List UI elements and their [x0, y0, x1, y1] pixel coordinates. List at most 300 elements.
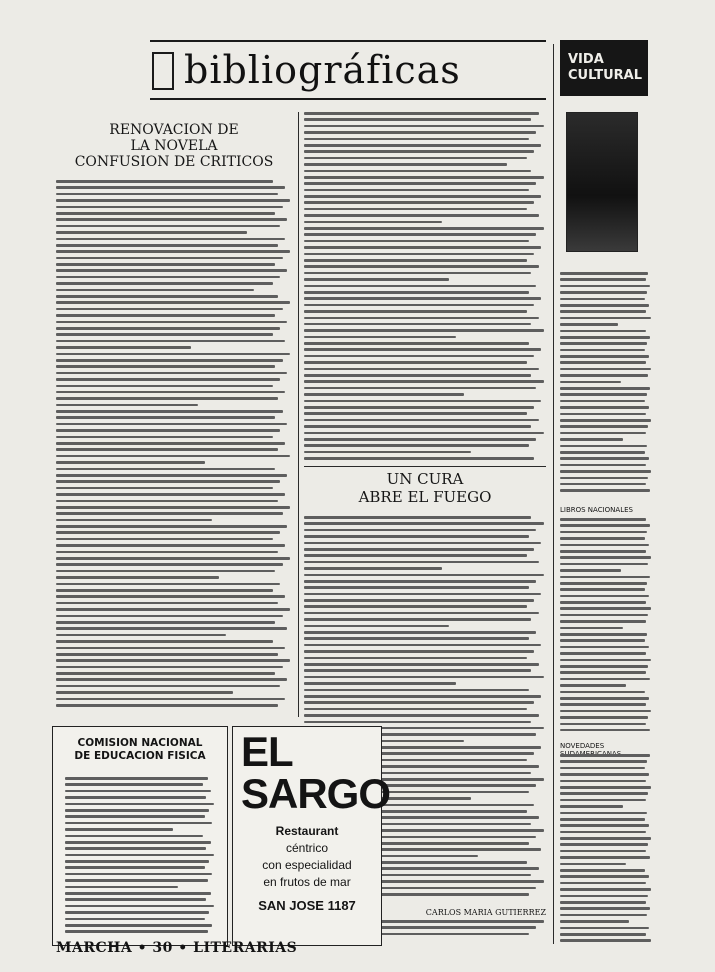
- text-line: [560, 569, 621, 572]
- text-line: [560, 914, 647, 917]
- text-line: [560, 703, 646, 706]
- text-line: [304, 208, 527, 211]
- text-line: [56, 685, 280, 688]
- text-line: [56, 372, 287, 375]
- text-line: [560, 317, 651, 320]
- text-line: [304, 125, 544, 128]
- side-column-lines: [560, 272, 652, 496]
- text-line: [304, 689, 529, 692]
- text-line: [560, 381, 621, 384]
- text-line: [560, 786, 651, 789]
- text-line: [65, 796, 206, 799]
- text-line: [560, 393, 647, 396]
- text-line: [304, 214, 539, 217]
- section-divider: [304, 466, 546, 467]
- text-line: [65, 803, 214, 806]
- text-line: [560, 812, 647, 815]
- text-line: [56, 468, 275, 471]
- text-line: [65, 924, 212, 927]
- text-line: [560, 406, 649, 409]
- text-line: [56, 212, 275, 215]
- side-column-text: [560, 754, 652, 950]
- ad-line-centrico: céntrico: [285, 841, 329, 855]
- text-line: [56, 269, 287, 272]
- text-line: [560, 659, 651, 662]
- text-line: [560, 413, 646, 416]
- text-line: [560, 336, 650, 339]
- text-line: [304, 221, 442, 224]
- text-line: [560, 361, 646, 364]
- article-renovacion-continued: [304, 112, 546, 467]
- text-line: [56, 308, 283, 311]
- text-line: [304, 265, 539, 268]
- text-line: [304, 708, 527, 711]
- text-line: [56, 595, 285, 598]
- text-line: [560, 595, 649, 598]
- text-line: [56, 193, 278, 196]
- text-line: [56, 448, 278, 451]
- text-line: [56, 583, 280, 586]
- text-line: [304, 374, 531, 377]
- text-line: [560, 729, 650, 732]
- heading-line-3: CONFUSION DE CRITICOS: [74, 154, 274, 170]
- text-line: [56, 186, 285, 189]
- text-line: [304, 612, 539, 615]
- text-line: [56, 199, 290, 202]
- text-line: [56, 621, 275, 624]
- text-line: [560, 524, 650, 527]
- text-line: [65, 777, 208, 780]
- text-line: [56, 666, 283, 669]
- text-line: [560, 614, 648, 617]
- text-line: [65, 809, 209, 812]
- text-line: [304, 618, 531, 621]
- text-line: [304, 176, 544, 179]
- text-line: [56, 333, 273, 336]
- text-line: [304, 150, 534, 153]
- text-line: [560, 691, 645, 694]
- text-line: [560, 933, 646, 936]
- text-line: [560, 627, 623, 630]
- text-line: [560, 716, 648, 719]
- text-line: [560, 368, 651, 371]
- text-line: [304, 259, 527, 262]
- text-line: [304, 554, 527, 557]
- page-footer: MARCHA • 30 • LITERARIAS: [56, 940, 298, 956]
- text-line: [56, 647, 285, 650]
- ad-title-line-1: COMISION NACIONAL: [77, 737, 203, 749]
- text-line: [560, 272, 648, 275]
- text-line: [560, 291, 647, 294]
- text-line: [560, 374, 648, 377]
- ad-brand-line-1: EL: [241, 728, 293, 775]
- text-line: [304, 593, 541, 596]
- text-line: [56, 551, 278, 554]
- text-line: [304, 599, 534, 602]
- text-line: [304, 644, 541, 647]
- text-line: [304, 138, 529, 141]
- text-line: [560, 939, 651, 942]
- section-masthead: [150, 40, 546, 100]
- text-line: [56, 327, 280, 330]
- text-line: [560, 824, 649, 827]
- text-line: [56, 257, 283, 260]
- text-line: [304, 580, 536, 583]
- text-line: [56, 429, 280, 432]
- text-line: [304, 336, 456, 339]
- text-line: [56, 289, 254, 292]
- text-line: [56, 698, 285, 701]
- text-line: [304, 425, 531, 428]
- text-line: [304, 451, 471, 454]
- text-line: [560, 576, 650, 579]
- text-line: [304, 721, 531, 724]
- text-line: [56, 340, 285, 343]
- text-line: [56, 442, 285, 445]
- ad-line-especialidad: con especialidad: [262, 858, 352, 872]
- text-line: [65, 911, 209, 914]
- text-line: [65, 835, 203, 838]
- text-line: [560, 850, 646, 853]
- text-line: [56, 506, 290, 509]
- text-line: [304, 348, 541, 351]
- text-line: [56, 250, 290, 253]
- heading-line-1: RENOVACION DE: [109, 122, 239, 138]
- ad-line-frutos: en frutos de mar: [263, 875, 351, 889]
- text-line: [560, 646, 649, 649]
- text-line: [65, 873, 212, 876]
- text-line: [304, 157, 527, 160]
- text-line: [65, 783, 203, 786]
- text-line: [560, 831, 646, 834]
- text-line: [65, 898, 206, 901]
- text-line: [304, 419, 539, 422]
- ad-brand-line-2: SARGO: [241, 770, 391, 817]
- text-line: [56, 615, 283, 618]
- text-line: [560, 792, 648, 795]
- text-line: [56, 206, 283, 209]
- text-line: [304, 342, 529, 345]
- text-line: [56, 455, 290, 458]
- text-line: [304, 586, 529, 589]
- text-line: [560, 760, 647, 763]
- text-line: [56, 512, 283, 515]
- text-line: [560, 457, 649, 460]
- text-line: [304, 657, 527, 660]
- text-line: [304, 304, 534, 307]
- text-line: [56, 525, 287, 528]
- text-line: [56, 346, 191, 349]
- text-line: [560, 684, 626, 687]
- text-line: [304, 625, 449, 628]
- side-column-lines: [560, 754, 652, 946]
- text-line: [56, 365, 275, 368]
- text-line: [560, 863, 626, 866]
- text-line: [56, 321, 287, 324]
- text-line: [560, 445, 647, 448]
- text-line: [56, 474, 287, 477]
- text-line: [56, 378, 280, 381]
- text-line: [56, 436, 273, 439]
- text-line: [304, 227, 544, 230]
- text-line: [560, 419, 651, 422]
- ad-line-restaurant: Restaurant: [275, 824, 339, 838]
- text-line: [304, 361, 527, 364]
- text-line: [56, 570, 275, 573]
- text-line: [304, 650, 534, 653]
- text-line: [560, 518, 646, 521]
- text-line: [65, 860, 209, 863]
- text-line: [560, 563, 648, 566]
- text-line: [560, 754, 650, 757]
- text-line: [56, 493, 285, 496]
- text-line: [56, 640, 273, 643]
- text-line: [560, 620, 646, 623]
- text-line: [56, 225, 280, 228]
- text-line: [304, 444, 529, 447]
- ad-text: [241, 823, 373, 914]
- text-line: [56, 263, 275, 266]
- text-line: [304, 189, 529, 192]
- text-line: [304, 567, 442, 570]
- text-line: [304, 522, 544, 525]
- text-line: [56, 423, 287, 426]
- text-line: [304, 574, 544, 577]
- text-line: [56, 589, 273, 592]
- text-line: [56, 608, 290, 611]
- text-line: [560, 652, 646, 655]
- article-body-lines: [56, 180, 292, 710]
- text-line: [304, 714, 539, 717]
- text-line: [304, 663, 539, 666]
- text-line: [560, 588, 645, 591]
- text-line: [304, 240, 529, 243]
- text-line: [56, 461, 205, 464]
- text-line: [304, 144, 541, 147]
- text-line: [304, 170, 531, 173]
- ad-title: [61, 737, 219, 763]
- text-line: [304, 457, 534, 460]
- heading-line-2: LA NOVELA: [130, 138, 218, 154]
- text-line: [56, 544, 285, 547]
- text-line: [304, 701, 534, 704]
- text-line: [560, 531, 647, 534]
- text-line: [304, 329, 544, 332]
- text-line: [304, 542, 541, 545]
- text-line: [304, 278, 449, 281]
- text-line: [56, 231, 247, 234]
- text-line: [56, 519, 212, 522]
- text-line: [56, 397, 278, 400]
- text-line: [56, 404, 198, 407]
- article-heading: [304, 470, 546, 506]
- heading-line-2: ABRE EL FUEGO: [358, 488, 492, 506]
- photo: [566, 112, 638, 252]
- text-line: [304, 112, 539, 115]
- text-line: [304, 676, 544, 679]
- text-line: [560, 927, 649, 930]
- text-line: [560, 432, 646, 435]
- text-line: [65, 841, 211, 844]
- text-line: [560, 483, 646, 486]
- side-section-banner: [560, 40, 648, 96]
- column-rule: [298, 112, 299, 717]
- text-line: [560, 907, 650, 910]
- text-line: [304, 400, 541, 403]
- text-line: [560, 818, 645, 821]
- text-line: [65, 828, 173, 831]
- text-line: [560, 633, 647, 636]
- text-line: [304, 516, 531, 519]
- text-line: [65, 854, 214, 857]
- advertisement-comision: [52, 726, 228, 946]
- text-line: [56, 653, 278, 656]
- text-line: [56, 314, 275, 317]
- text-line: [304, 695, 541, 698]
- article-body-lines: [304, 112, 546, 463]
- text-line: [560, 710, 651, 713]
- text-line: [304, 246, 541, 249]
- text-line: [560, 843, 648, 846]
- text-line: [560, 856, 650, 859]
- text-line: [56, 180, 273, 183]
- text-line: [304, 131, 536, 134]
- text-line: [56, 385, 273, 388]
- text-line: [56, 353, 290, 356]
- text-line: [560, 582, 647, 585]
- text-line: [304, 561, 539, 564]
- text-line: [304, 368, 539, 371]
- text-line: [560, 875, 649, 878]
- text-line: [56, 531, 280, 534]
- text-line: [56, 295, 278, 298]
- text-line: [560, 451, 645, 454]
- text-line: [304, 412, 527, 415]
- text-line: [304, 233, 536, 236]
- text-line: [56, 301, 290, 304]
- text-line: [56, 487, 273, 490]
- text-line: [304, 195, 541, 198]
- text-line: [560, 544, 649, 547]
- heading-line-1: UN CURA: [386, 470, 464, 488]
- ad-body-lines: [65, 777, 215, 937]
- side-banner-line-2: CULTURAL: [568, 68, 643, 83]
- text-line: [304, 432, 544, 435]
- text-line: [56, 238, 285, 241]
- advertisement-el-sargo: [232, 726, 391, 946]
- text-line: [56, 557, 290, 560]
- text-line: [56, 276, 280, 279]
- text-line: [65, 930, 208, 933]
- text-line: [560, 678, 650, 681]
- text-line: [304, 253, 534, 256]
- text-line: [304, 535, 529, 538]
- text-line: [560, 278, 646, 281]
- text-line: [56, 218, 287, 221]
- text-line: [304, 682, 456, 685]
- text-line: [56, 672, 275, 675]
- article-signature: CARLOS MARIA GUTIERREZ: [425, 908, 546, 917]
- text-line: [304, 182, 536, 185]
- text-line: [65, 790, 211, 793]
- text-line: [560, 285, 650, 288]
- text-line: [304, 631, 536, 634]
- text-line: [304, 548, 534, 551]
- text-line: [304, 163, 507, 166]
- text-line: [560, 780, 646, 783]
- text-line: [65, 892, 211, 895]
- text-line: [560, 470, 651, 473]
- article-renovacion: [56, 114, 292, 714]
- text-line: [65, 905, 214, 908]
- text-line: [65, 847, 206, 850]
- text-line: [304, 291, 529, 294]
- ad-title-line-2: DE EDUCACION FISICA: [74, 750, 206, 762]
- text-line: [304, 393, 464, 396]
- text-line: [304, 380, 544, 383]
- text-line: [56, 416, 275, 419]
- side-section-heading: NOVEDADES: [560, 742, 605, 750]
- masthead-ornament: [152, 52, 174, 90]
- column-rule: [553, 44, 554, 944]
- text-line: [304, 317, 539, 320]
- text-line: [56, 704, 278, 707]
- text-line: [56, 244, 278, 247]
- text-line: [56, 480, 280, 483]
- text-line: [560, 671, 646, 674]
- text-line: [56, 359, 283, 362]
- text-line: [56, 282, 273, 285]
- text-line: [304, 387, 536, 390]
- text-line: [560, 639, 645, 642]
- text-line: [560, 477, 648, 480]
- text-line: [560, 901, 646, 904]
- text-line: [56, 634, 226, 637]
- text-line: [560, 387, 650, 390]
- text-line: [65, 879, 208, 882]
- text-line: [304, 201, 534, 204]
- side-column-text: [560, 518, 652, 738]
- text-line: [56, 602, 278, 605]
- text-line: [560, 342, 647, 345]
- text-line: [56, 410, 283, 413]
- text-line: [56, 500, 278, 503]
- text-line: [304, 406, 534, 409]
- text-line: [560, 304, 649, 307]
- text-line: [560, 438, 623, 441]
- side-section-heading: LIBROS NACIONALES: [560, 506, 633, 514]
- text-line: [304, 323, 531, 326]
- text-line: [56, 576, 219, 579]
- text-line: [304, 118, 531, 121]
- text-line: [560, 425, 648, 428]
- side-column-lines: [560, 518, 652, 735]
- text-line: [560, 400, 645, 403]
- text-line: [56, 391, 285, 394]
- text-line: [560, 773, 649, 776]
- text-line: [56, 563, 283, 566]
- text-line: [304, 529, 536, 532]
- text-line: [65, 822, 212, 825]
- text-line: [560, 723, 646, 726]
- text-line: [56, 627, 287, 630]
- text-line: [560, 550, 646, 553]
- text-line: [560, 767, 645, 770]
- text-line: [560, 349, 645, 352]
- text-line: [56, 538, 273, 541]
- text-line: [304, 285, 536, 288]
- text-line: [560, 310, 646, 313]
